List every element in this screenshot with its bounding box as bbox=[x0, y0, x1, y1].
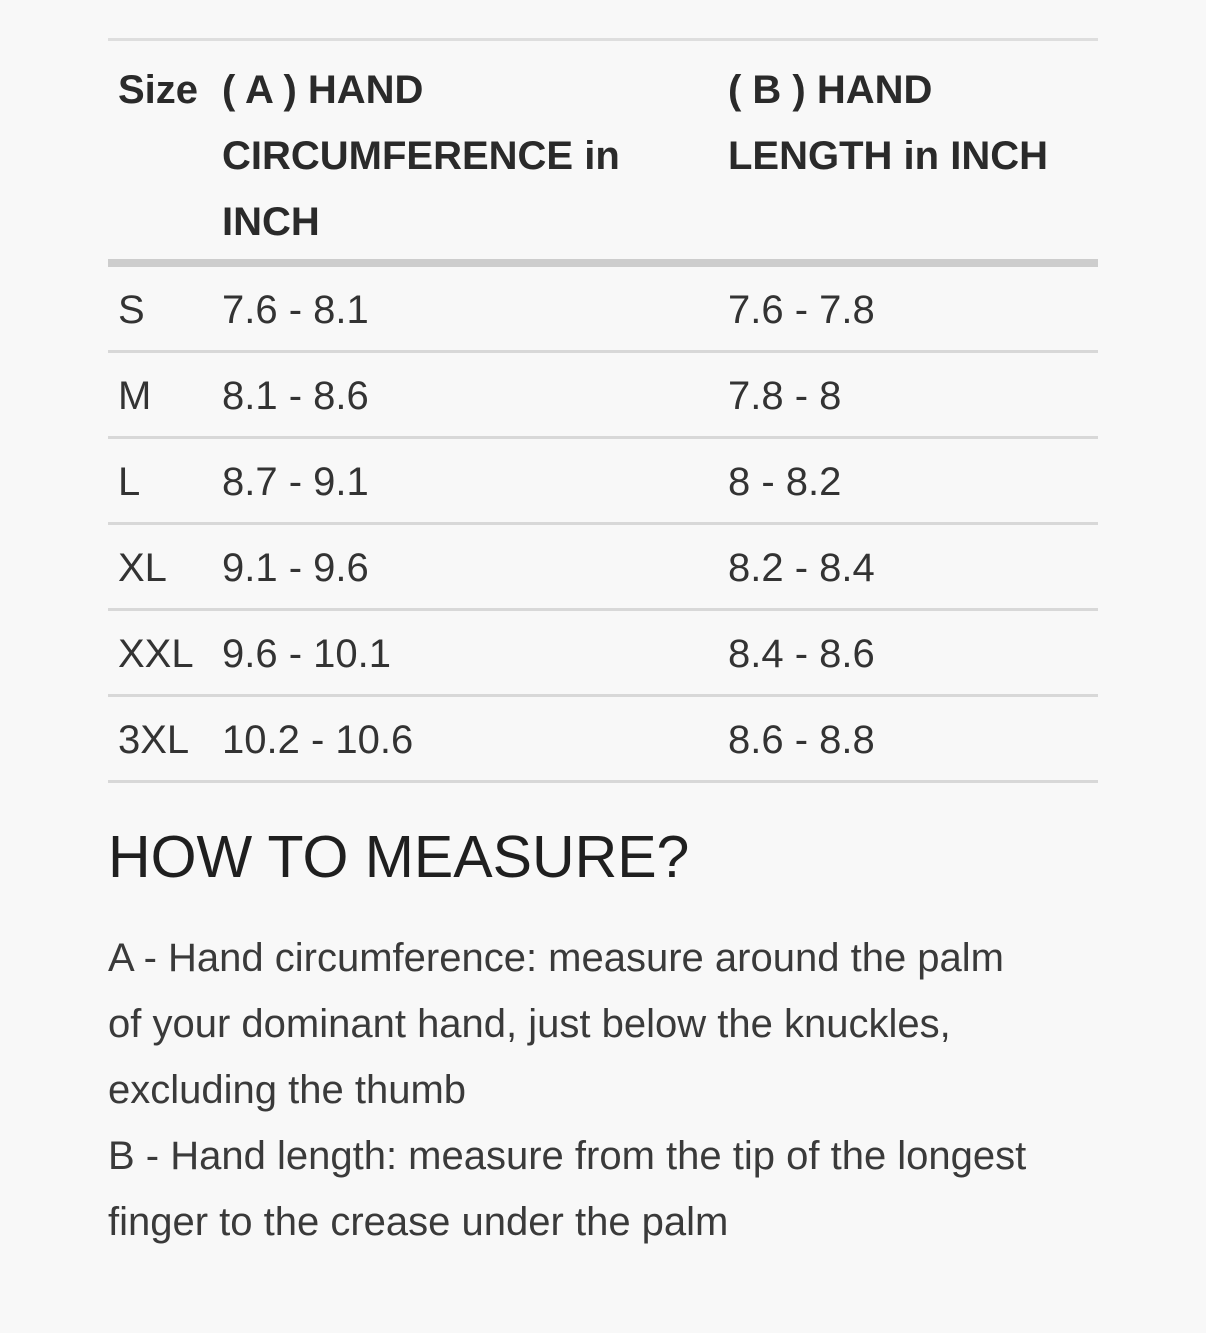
table-row bbox=[108, 525, 1098, 611]
table-row bbox=[108, 439, 1098, 525]
measurement-instructions bbox=[108, 925, 1048, 1255]
row-length: 8.2 - 8.4 bbox=[728, 546, 875, 590]
header-a-line2: CIRCUMFERENCE in bbox=[222, 134, 620, 178]
table-header-row bbox=[108, 41, 1098, 259]
header-hand-length bbox=[728, 57, 1088, 189]
row-size: L bbox=[118, 460, 141, 504]
header-a-line3: INCH bbox=[222, 200, 320, 244]
row-length: 7.6 - 7.8 bbox=[728, 288, 875, 332]
row-size: XXL bbox=[118, 632, 194, 676]
instruction-b: B - Hand length: measure from the tip of the longest finger to the crease under the palm bbox=[108, 1134, 1027, 1244]
row-circumference: 8.7 - 9.1 bbox=[222, 460, 369, 504]
header-b-line1: ( B ) HAND bbox=[728, 68, 933, 112]
header-divider bbox=[108, 259, 1098, 267]
header-hand-circumference bbox=[222, 57, 652, 255]
table-row bbox=[108, 353, 1098, 439]
row-circumference: 8.1 - 8.6 bbox=[222, 374, 369, 418]
how-to-measure-title: HOW TO MEASURE? bbox=[108, 824, 690, 890]
row-length: 8 - 8.2 bbox=[728, 460, 842, 504]
table-row bbox=[108, 611, 1098, 697]
row-size: XL bbox=[118, 546, 167, 590]
row-circumference: 7.6 - 8.1 bbox=[222, 288, 369, 332]
table-row bbox=[108, 697, 1098, 783]
instruction-a: A - Hand circumference: measure around the palm of your dominant hand, just below the knuckles, excluding the thumb bbox=[108, 936, 1004, 1112]
row-size: S bbox=[118, 288, 145, 332]
row-length: 7.8 - 8 bbox=[728, 374, 842, 418]
row-circumference: 10.2 - 10.6 bbox=[222, 718, 414, 762]
size-chart-table bbox=[108, 38, 1098, 783]
row-circumference: 9.1 - 9.6 bbox=[222, 546, 369, 590]
row-length: 8.6 - 8.8 bbox=[728, 718, 875, 762]
row-length: 8.4 - 8.6 bbox=[728, 632, 875, 676]
header-size: Size bbox=[118, 68, 199, 112]
row-size: M bbox=[118, 374, 152, 418]
table-row bbox=[108, 267, 1098, 353]
header-b-line2: LENGTH in INCH bbox=[728, 134, 1048, 178]
header-a-line1: ( A ) HAND bbox=[222, 68, 424, 112]
row-circumference: 9.6 - 10.1 bbox=[222, 632, 392, 676]
row-size: 3XL bbox=[118, 718, 190, 762]
